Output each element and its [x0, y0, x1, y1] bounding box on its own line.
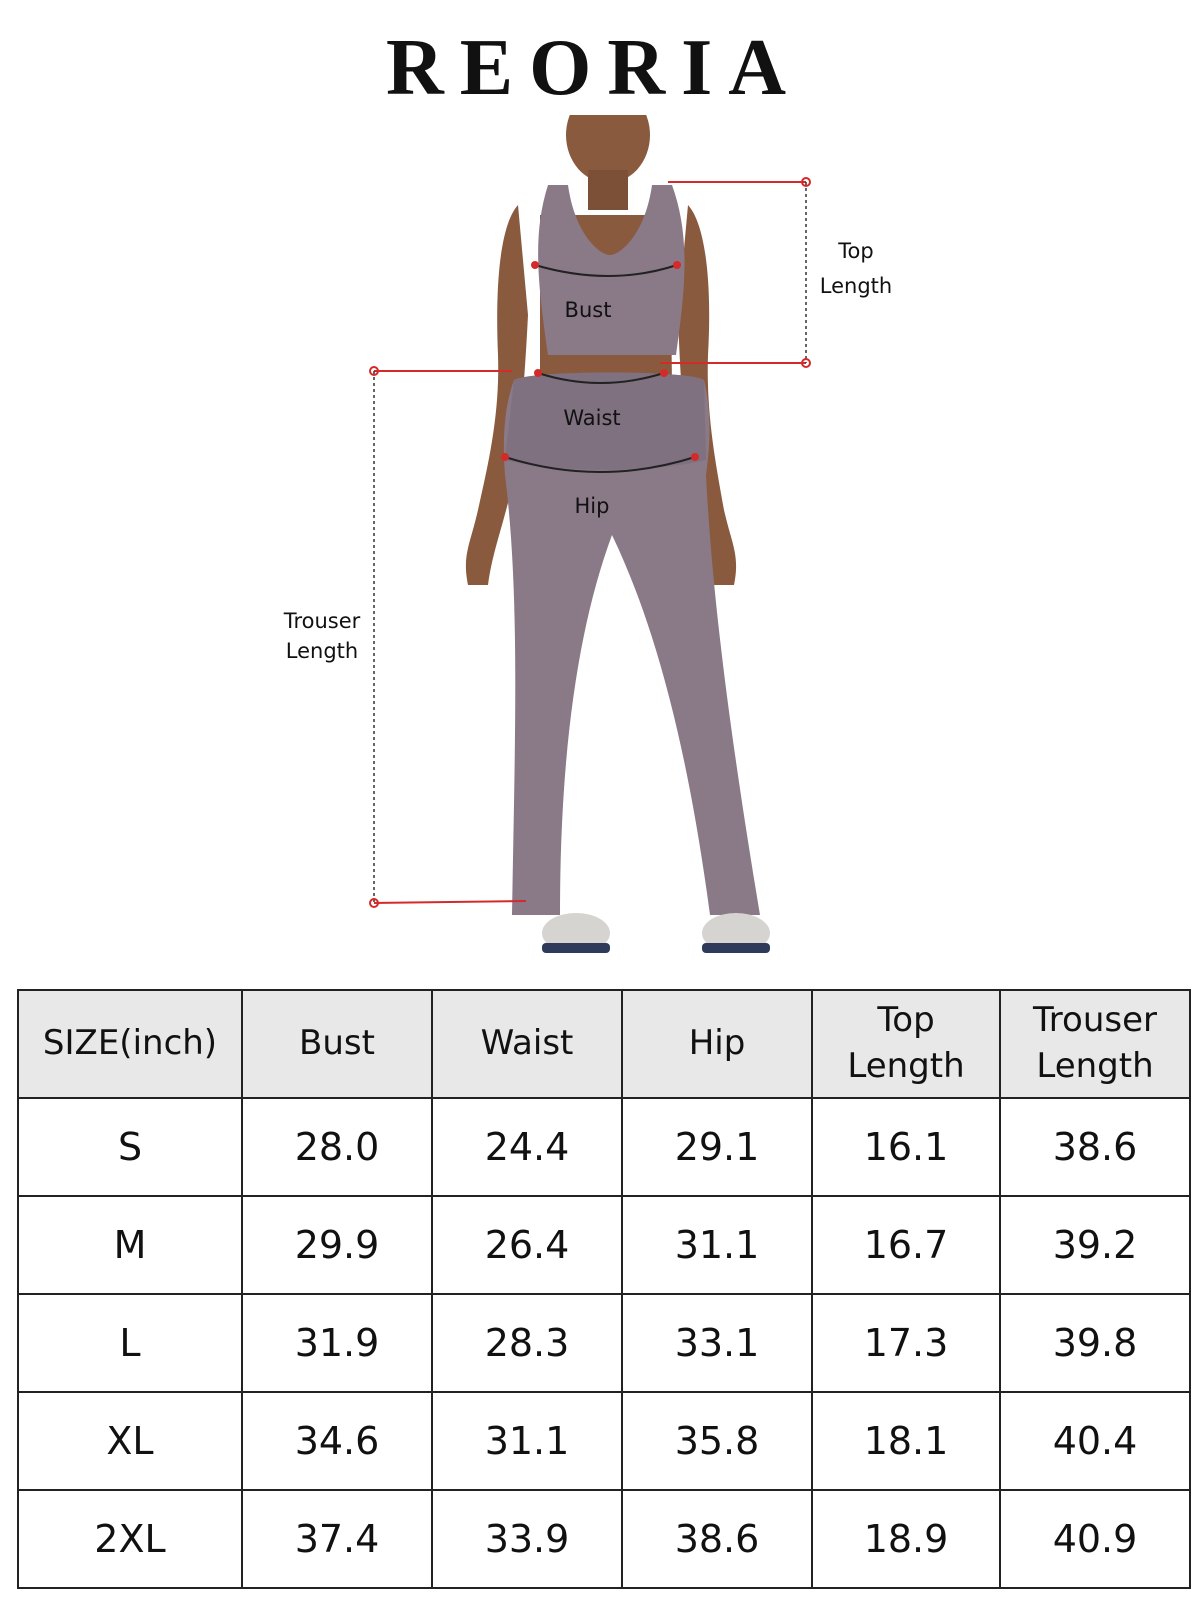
table-row [18, 1392, 1190, 1490]
label-trouser-length-line2: Length [285, 639, 359, 663]
label-top-length-line2: Length [819, 274, 893, 298]
header-size: SIZE(inch) [18, 990, 242, 1098]
model-measurement-diagram [0, 115, 1200, 985]
cell-bust: 29.9 [242, 1196, 432, 1294]
cell-trouser-length: 40.9 [1000, 1490, 1190, 1588]
cell-size: L [18, 1294, 242, 1392]
cell-bust: 34.6 [242, 1392, 432, 1490]
table-row [18, 1294, 1190, 1392]
cell-hip: 31.1 [622, 1196, 812, 1294]
header-top-length: Top Length [812, 990, 1000, 1098]
cell-top-length: 18.9 [812, 1490, 1000, 1588]
table-header-row [18, 990, 1190, 1098]
header-trouser-length: Trouser Length [1000, 990, 1190, 1098]
cell-waist: 33.9 [432, 1490, 622, 1588]
bust-marker-left [531, 261, 539, 269]
trouser-length-lower-line [374, 901, 526, 903]
cell-top-length: 17.3 [812, 1294, 1000, 1392]
size-chart [17, 989, 1189, 1589]
size-table [17, 989, 1191, 1589]
table-row [18, 1098, 1190, 1196]
bust-marker-right [673, 261, 681, 269]
cell-top-length: 18.1 [812, 1392, 1000, 1490]
cell-size: S [18, 1098, 242, 1196]
cell-hip: 35.8 [622, 1392, 812, 1490]
cell-hip: 38.6 [622, 1490, 812, 1588]
cell-trouser-length: 38.6 [1000, 1098, 1190, 1196]
cell-size: 2XL [18, 1490, 242, 1588]
cell-trouser-length: 40.4 [1000, 1392, 1190, 1490]
label-hip: Hip [574, 494, 610, 518]
right-shoe-sole [702, 943, 770, 953]
waist-marker-left [534, 369, 542, 377]
cell-hip: 29.1 [622, 1098, 812, 1196]
left-shoe-sole [542, 943, 610, 953]
cell-waist: 31.1 [432, 1392, 622, 1490]
cell-trouser-length: 39.8 [1000, 1294, 1190, 1392]
table-row [18, 1196, 1190, 1294]
label-top-length-line1: Top [838, 239, 874, 263]
model-illustration [0, 115, 1200, 985]
label-waist: Waist [563, 406, 621, 430]
waist-marker-right [660, 369, 668, 377]
table-row [18, 1490, 1190, 1588]
cell-bust: 37.4 [242, 1490, 432, 1588]
cell-trouser-length: 39.2 [1000, 1196, 1190, 1294]
cell-size: M [18, 1196, 242, 1294]
cell-hip: 33.1 [622, 1294, 812, 1392]
cell-bust: 28.0 [242, 1098, 432, 1196]
cell-waist: 28.3 [432, 1294, 622, 1392]
header-bust: Bust [242, 990, 432, 1098]
cell-bust: 31.9 [242, 1294, 432, 1392]
header-hip: Hip [622, 990, 812, 1098]
cell-top-length: 16.7 [812, 1196, 1000, 1294]
label-bust: Bust [564, 298, 612, 322]
hip-marker-right [691, 453, 699, 461]
cell-waist: 26.4 [432, 1196, 622, 1294]
model-neck [588, 170, 628, 210]
hip-marker-left [501, 453, 509, 461]
cell-top-length: 16.1 [812, 1098, 1000, 1196]
cell-waist: 24.4 [432, 1098, 622, 1196]
label-trouser-length-line1: Trouser [283, 609, 361, 633]
cell-size: XL [18, 1392, 242, 1490]
header-waist: Waist [432, 990, 622, 1098]
brand-logo: REORIA [385, 24, 803, 112]
